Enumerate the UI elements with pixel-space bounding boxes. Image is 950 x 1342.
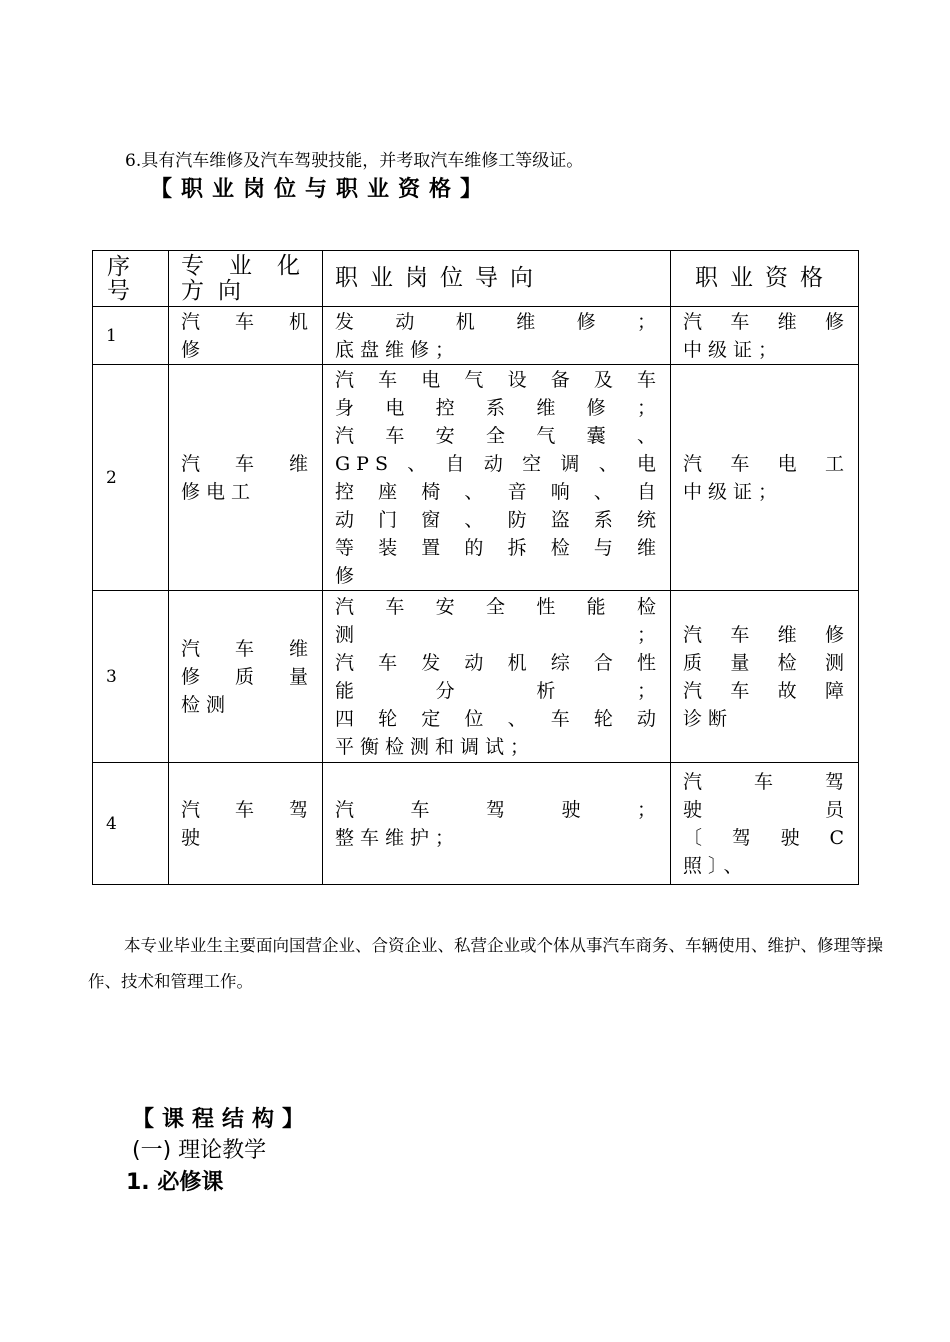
header-qualification-text: 职业资格 xyxy=(695,265,835,291)
cell-line: 四轮定位、车轮动 xyxy=(335,707,662,730)
header-num-line1: 序 xyxy=(107,253,130,280)
cell-line: 照〕、 xyxy=(683,854,749,877)
cell-line: 质量检测 xyxy=(683,651,850,674)
cell-line: 驶 xyxy=(181,826,207,849)
cell-line: 整车维护； xyxy=(335,826,461,849)
row-qualification xyxy=(671,763,859,885)
header-num-line2: 号 xyxy=(107,277,130,304)
cell-line: 身电控系维修； xyxy=(335,396,662,419)
cell-line: 底盘维修； xyxy=(335,338,461,361)
cell-line: 动门窗、防盗系统 xyxy=(335,508,662,531)
cell-line: 汽车电气设备及车 xyxy=(335,368,662,391)
cell-line: 等装置的拆检与维 xyxy=(335,536,662,559)
cell-line: 驶员 xyxy=(683,798,850,821)
intro-line: 6.具有汽车维修及汽车驾驶技能，并考取汽车维修工等级证。 xyxy=(125,151,584,171)
header-orientation xyxy=(323,251,671,307)
table-row xyxy=(93,763,859,885)
cell-line: GPS、自动空调、电 xyxy=(335,452,662,475)
row-direction xyxy=(169,365,323,591)
cell-line: 诊断 xyxy=(683,707,734,730)
header-direction-line2: 方向 xyxy=(181,277,255,304)
cell-line: 修 xyxy=(335,564,361,587)
row-number: 3 xyxy=(93,591,169,763)
cell-line: 汽车发动机综合性 xyxy=(335,651,662,674)
row-orientation xyxy=(323,307,671,365)
cell-line: 汽车驾 xyxy=(683,770,850,793)
cell-line: 测； xyxy=(335,623,662,646)
cell-line: 汽车电工 xyxy=(683,452,850,475)
cell-line: 中级证； xyxy=(683,338,784,361)
required-course-heading: 1. 必修课 xyxy=(126,1170,224,1195)
cell-line: 汽车机 xyxy=(181,310,314,333)
header-orientation-text: 职业岗位导向 xyxy=(335,265,545,291)
cell-line: 汽车维 xyxy=(181,452,314,475)
cell-line: 汽车故障 xyxy=(683,679,850,702)
header-direction-line1: 专业化 xyxy=(181,252,300,279)
cell-line: 检测 xyxy=(181,693,232,716)
cell-line: 控座椅、音响、自 xyxy=(335,480,662,503)
cell-line: 修 xyxy=(181,338,207,361)
cell-line: 汽车维修 xyxy=(683,310,850,333)
row-qualification xyxy=(671,365,859,591)
theory-teaching-heading: (一) 理论教学 xyxy=(132,1138,267,1163)
row-qualification xyxy=(671,591,859,763)
job-qualification-table xyxy=(92,250,859,885)
section-title: 【职业岗位与职业资格】 xyxy=(150,177,492,202)
row-number: 2 xyxy=(93,365,169,591)
header-qualification xyxy=(671,251,859,307)
table-header-row xyxy=(93,251,859,307)
cell-line: 修电工 xyxy=(181,480,257,503)
course-structure-title: 【课程结构】 xyxy=(132,1107,313,1132)
row-orientation xyxy=(323,591,671,763)
cell-line: 平衡检测和调试； xyxy=(335,735,536,758)
cell-line: 〔驾驶C xyxy=(683,826,850,849)
cell-line: 发动机维修； xyxy=(335,310,662,333)
table-row xyxy=(93,591,859,763)
cell-line: 中级证； xyxy=(683,480,784,503)
cell-line: 能分析； xyxy=(335,679,662,702)
cell-line: 汽车驾驶； xyxy=(335,798,662,821)
row-number: 4 xyxy=(93,763,169,885)
cell-line: 汽车维 xyxy=(181,637,314,660)
row-qualification xyxy=(671,307,859,365)
row-orientation xyxy=(323,763,671,885)
cell-line: 修质量 xyxy=(181,665,314,688)
table-row xyxy=(93,365,859,591)
header-direction xyxy=(169,251,323,307)
cell-line: 汽车安全气囊、 xyxy=(335,424,662,447)
cell-line: 汽车驾 xyxy=(181,798,314,821)
row-number: 1 xyxy=(93,307,169,365)
row-direction xyxy=(169,763,323,885)
cell-line: 汽车维修 xyxy=(683,623,850,646)
cell-line: 汽车安全性能检 xyxy=(335,595,662,618)
employment-paragraph: 本专业毕业生主要面向国营企业、合资企业、私营企业或个体从事汽车商务、车辆使用、维护、修理等操作、技术和管理工作。 xyxy=(88,936,883,991)
table-row xyxy=(93,307,859,365)
row-direction xyxy=(169,591,323,763)
header-num xyxy=(93,251,169,307)
row-direction xyxy=(169,307,323,365)
row-orientation xyxy=(323,365,671,591)
